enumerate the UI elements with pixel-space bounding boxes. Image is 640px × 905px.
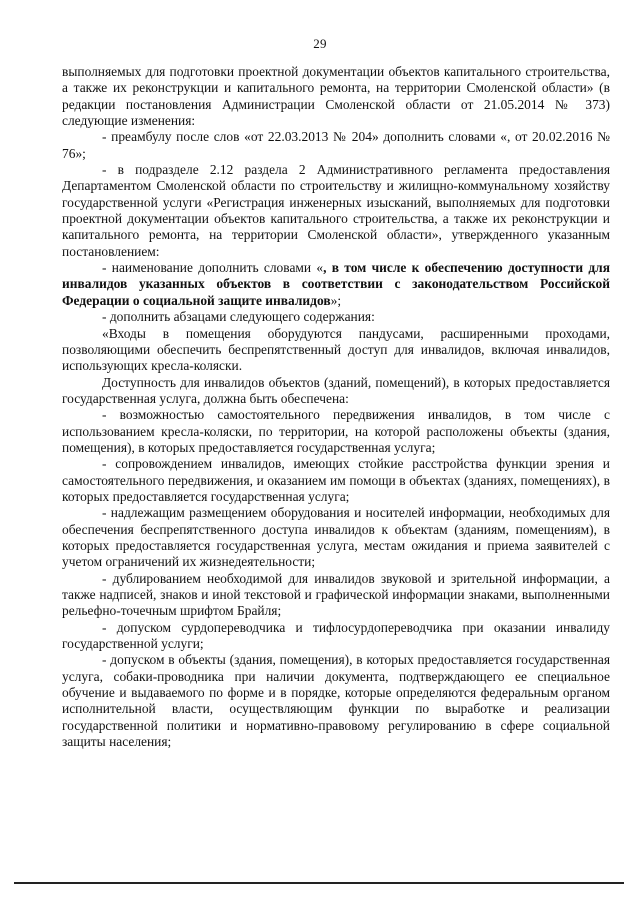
- paragraph-add-clauses: - дополнить абзацами следующего содержания:: [102, 309, 375, 325]
- paragraph-continuation: выполняемых для подготовки проектной документации объектов капитального строительства, а также их реконструкции и капитального ремонта, на территории Смоленской области» (в редакции постановления Администрации Смоленской области от 21.05.2014 № 373) следующие изменения:: [62, 64, 610, 129]
- paragraph-title-amendment: [62, 260, 610, 309]
- paragraph-subsection-amendment: - в подразделе 2.12 раздела 2 Административного регламента предоставления Департаментом Смоленской области по строительству и жилищно-коммунальному хозяйству государственной услуги «Регистрация инженерных изысканий, выполняемых для подготовки проектной документации объектов капитального строительства, а также их реконструкции и капитального ремонта, на территории Смоленской области», утвержденного указанным постановлением:: [62, 162, 610, 259]
- list-item-movement: - возможностью самостоятельного передвижения инвалидов, в том числе с использованием кресла-коляски, по территории, на которой расположены объекты (здания, помещения), в которых предоставляется государственная услуга;: [62, 407, 610, 455]
- bottom-divider: [14, 882, 624, 884]
- title-amendment-prefix: - наименование дополнить словами «: [102, 260, 324, 276]
- list-item-guide-dog: - допуском в объекты (здания, помещения), в которых предоставляется государственная услуга, собаки-проводника при наличии документа, подтверждающего ее специальное обучение и выдаваемого по форме и в порядке, которые определяются федеральным органом исполнительной власти, осуществляющим функции по выработке и реализации государственной политики и нормативно-правовому регулированию в сфере социальной защиты населения;: [62, 652, 610, 750]
- list-item-braille: - дублированием необходимой для инвалидов звуковой и зрительной информации, а также надписей, знаков и иной текстовой и графической информации знаками, выполненными рельефно-точечным шрифтом Брайля;: [62, 570, 610, 619]
- page-number: 29: [313, 36, 327, 51]
- title-amendment-suffix: »;: [330, 292, 342, 308]
- document-body: [62, 64, 610, 750]
- title-amendment-bold-text: , в том числе к обеспечению доступности для инвалидов указанных объектов в соответствии с законодательством Российской Федерации о социальной защите инвалидов: [62, 260, 610, 308]
- list-item-sign-interpreter: - допуском сурдопереводчика и тифлосурдопереводчика при оказании инвалиду государственной услуги;: [62, 619, 610, 652]
- paragraph-preamble-amendment: - преамбулу после слов «от 22.03.2013 № 204» дополнить словами «, от 20.02.2016 № 76»;: [62, 129, 610, 161]
- list-item-equipment: - надлежащим размещением оборудования и носителей информации, необходимых для обеспечения беспрепятственного доступа инвалидов к объектам (зданиям, помещениям), в которых предоставляется государственная услуга, местам ожидания и приема заявителей с учетом ограничений их жизнедеятельности;: [62, 505, 610, 570]
- paragraph-accessibility: Доступность для инвалидов объектов (зданий, помещений), в которых предоставляется государственная услуга, должна быть обеспечена:: [62, 374, 610, 406]
- list-item-escort: - сопровождением инвалидов, имеющих стойкие расстройства функции зрения и самостоятельного передвижения, и оказанием им помощи в объектах (зданиях, помещениях), в которых предоставляется государственная услуга;: [62, 456, 610, 504]
- paragraph-entrances: «Входы в помещения оборудуются пандусами, расширенными проходами, позволяющими обеспечить беспрепятственный доступ для инвалидов, включая инвалидов, использующих кресла-коляски.: [62, 325, 610, 374]
